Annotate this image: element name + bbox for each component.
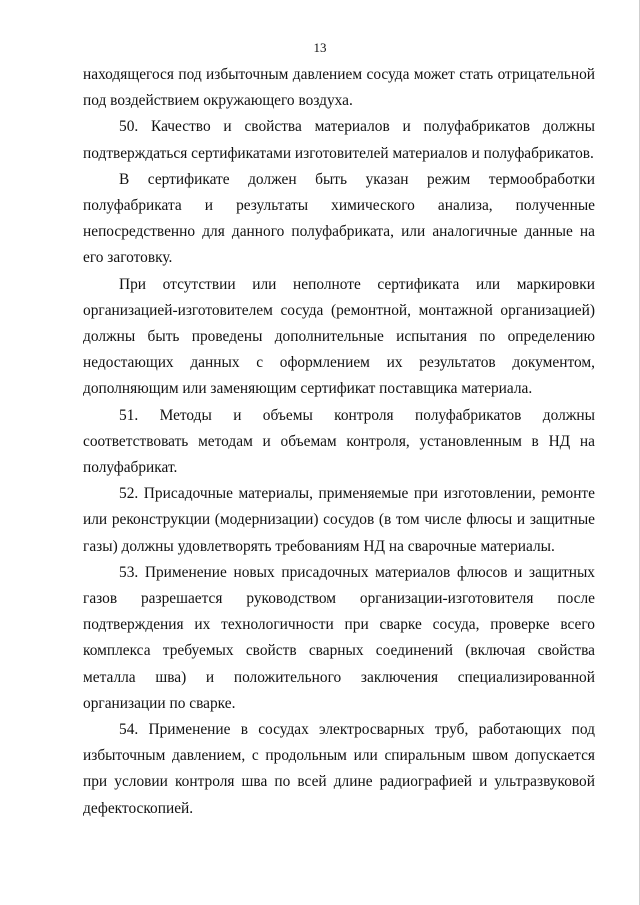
paragraph-50-certificate: В сертификате должен быть указан режим термообработки полуфабриката и результаты химического анализа, полученные непосредственно для данного полуфабриката, или аналогичные данные на его заготовку.	[83, 170, 595, 267]
paragraph-52: 52. Присадочные материалы, применяемые при изготовлении, ремонте или реконструкции (модернизации) сосудов (в том числе флюсы и защитные газы) должны удовлетворять требованиям НД на сварочные материалы.	[83, 485, 595, 555]
paragraph-continuation: находящегося под избыточным давлением сосуда может стать отрицательной под воздействием окружающего воздуха.	[83, 66, 595, 110]
page-body	[83, 62, 595, 822]
page-number: 13	[313, 40, 327, 55]
paragraph-54: 54. Применение в сосудах электросварных труб, работающих под избыточным давлением, с продольным или спиральным швом допускается при условии контроля шва по всей длине радиографией и ультразвуковой дефектоскопией.	[83, 721, 595, 817]
paragraph-50-missing-data: При отсутствии или неполноте сертификата или маркировки организацией-изготовителем сосуда (ремонтной, монтажной организацией) должны быть проведены дополнительные испытания по определению недостающих данных с оформлением их результатов документом, дополняющим или заменяющим сертификат поставщика материала.	[83, 275, 595, 398]
paragraph-51: 51. Методы и объемы контроля полуфабрикатов должны соответствовать методам и объемам контроля, установленным в НД на полуфабрикат.	[83, 406, 595, 477]
paragraph-53: 53. Применение новых присадочных материалов флюсов и защитных газов разрешается руководством организации-изготовителя после подтверждения их технологичности при сварке сосуда, проверке всего комплекса требуемых свойств сварных соединений (включая свойства металла шва) и положительного заключения специализированной организации по сварке.	[83, 563, 595, 712]
paragraph-50: 50. Качество и свойства материалов и полуфабрикатов должны подтверждаться сертификатами изготовителей материалов и полуфабрикатов.	[83, 118, 595, 162]
